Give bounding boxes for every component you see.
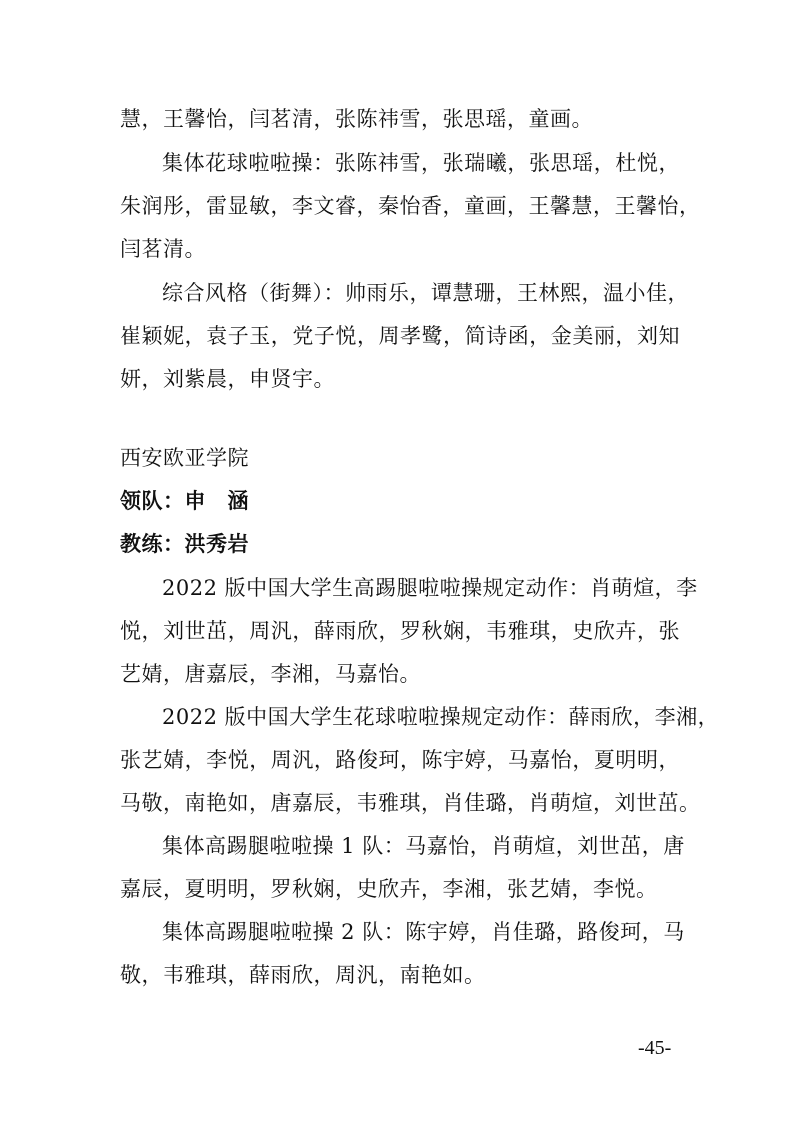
section-heading: 西安欧亚学院 (120, 446, 249, 470)
text-line: 慧，王馨怡，闫茗清，张陈祎雪，张思瑶，童画。 (120, 107, 593, 131)
text-line: 集体高踢腿啦啦操 2 队：陈宇婷，肖佳璐，路俊珂，马 (162, 920, 685, 944)
text-line: 艺婧，唐嘉辰，李湘，马嘉怡。 (120, 662, 421, 686)
text-line: 集体高踢腿啦啦操 1 队：马嘉怡，肖萌煊，刘世茁，唐 (162, 834, 685, 858)
text-line: 2022 版中国大学生高踢腿啦啦操规定动作：肖萌煊，李 (162, 576, 698, 600)
text-line: 张艺婧，李悦，周汎，路俊珂，陈宇婷，马嘉怡，夏明明， (120, 748, 680, 772)
coach: 教练：洪秀岩 (120, 532, 249, 556)
team-leader: 领队：申 涵 (120, 489, 249, 513)
text-line: 悦，刘世茁，周汎，薛雨欣，罗秋娴，韦雅琪，史欣卉，张 (120, 619, 680, 643)
text-line: 敬，韦雅琪，薛雨欣，周汎，南艳如。 (120, 963, 486, 987)
page-number: -45- (638, 1037, 672, 1059)
text-line: 妍，刘紫晨，申贤宇。 (120, 367, 335, 391)
text-line: 朱润彤，雷显敏，李文睿，秦怡香，童画，王馨慧，王馨怡， (120, 194, 701, 218)
text-line: 崔颖妮，袁子玉，党子悦，周孝鹭，简诗函，金美丽，刘知 (120, 324, 680, 348)
text-line: 闫茗清。 (120, 237, 206, 261)
text-line: 2022 版中国大学生花球啦啦操规定动作：薛雨欣，李湘， (162, 705, 720, 729)
text-line: 马敬，南艳如，唐嘉辰，韦雅琪，肖佳璐，肖萌煊，刘世茁。 (120, 791, 701, 815)
text-line: 集体花球啦啦操：张陈祎雪，张瑞曦，张思瑶，杜悦， (162, 151, 680, 175)
text-line: 综合风格（街舞）：帅雨乐，谭慧珊，王林熙，温小佳， (162, 281, 689, 305)
text-line: 嘉辰，夏明明，罗秋娴，史欣卉，李湘，张艺婧，李悦。 (120, 877, 658, 901)
